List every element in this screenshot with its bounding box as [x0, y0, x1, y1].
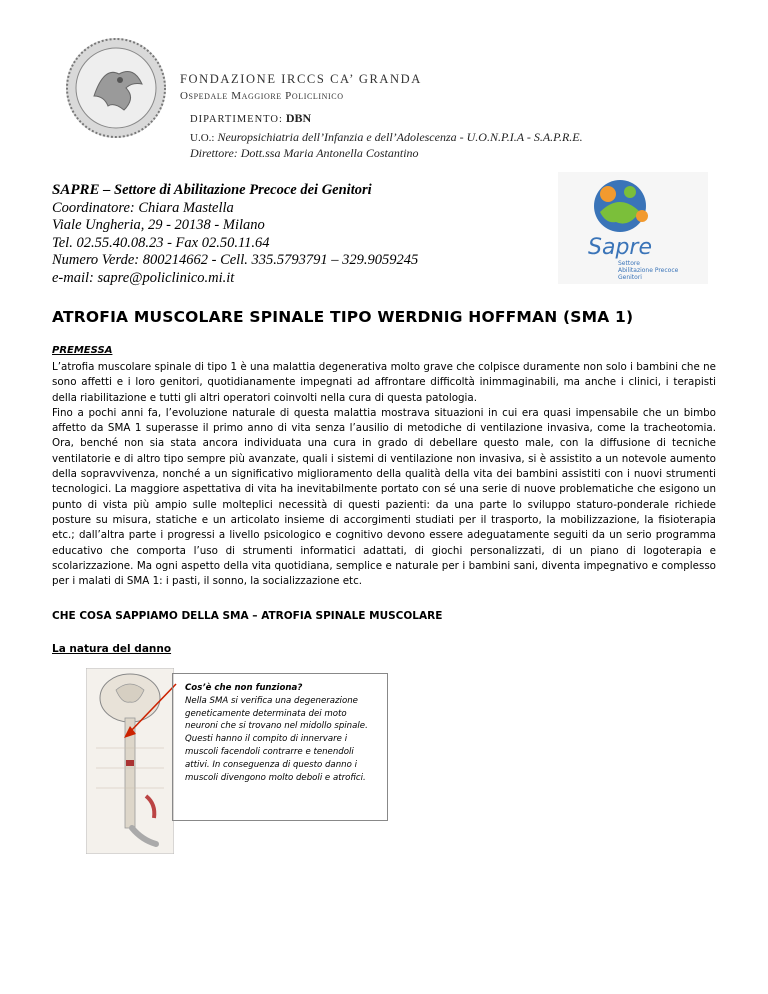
department-line: [190, 111, 311, 126]
document-title: ATROFIA MUSCOLARE SPINALE TIPO WERDNIG HOFFMAN (SMA 1): [52, 308, 634, 326]
director-line: Direttore: Dott.ssa Maria Antonella Costantino: [190, 146, 419, 160]
telephone: Tel. 02.55.40.08.23 - Fax 02.50.11.64: [52, 234, 270, 251]
sapre-name: SAPRE: [52, 182, 100, 198]
subsection-heading: La natura del danno: [52, 643, 172, 655]
uo-line: [190, 130, 583, 145]
logo-subtitle-3: Genitori: [618, 274, 642, 281]
body-text: [52, 360, 716, 589]
uo-value: Neuropsichiatria dell’Infanzia e dell’Adolescenza - U.O.N.P.I.A - S.A.P.R.E.: [217, 130, 583, 144]
box-text: Nella SMA si verifica una degenerazione geneticamente determinata dei moto neuroni che si trovano nel midollo spinale. Questi hanno il compito di innervare i muscoli facendoli contrarre e tenendoli attivi. In conseguenza di questo danno i muscoli divengono molto deboli e atrofici.: [185, 695, 368, 783]
logo-text: Sapre: [588, 235, 652, 260]
department-label: DIPARTIMENTO:: [190, 114, 283, 125]
numero-verde: Numero Verde: 800214662 - Cell. 335.5793791 – 329.9059245: [52, 252, 419, 268]
section-heading: CHE COSA SAPPIAMO DELLA SMA – ATROFIA SPINALE MUSCOLARE: [52, 610, 443, 622]
coordinator: Coordinatore: Chiara Mastella: [52, 199, 234, 216]
hospital-name: Ospedale Maggiore Policlinico: [180, 90, 344, 102]
explanation-box: [172, 673, 388, 821]
paragraph-2: Fino a pochi anni fa, l’evoluzione naturale di questa malattia mostrava situazioni in cui era quasi impensabile che un bimbo affetto da SMA 1 superasse il primo anno di vita senza l’ausilio di metodiche di ventilazione invasiva, come la tracheotomia. Ora, benché non sia stata ancora individuata una cura in grado di debellare questo male, con la diffusione di tecniche ventilatorie e di altro tipo sempre più avanzate, quali i sistemi di ventilazione non invasiva, si è assistito a un notevole aumento della sopravvivenza, nonché a un significativo miglioramento della qualità della vita dei bambini assistiti con i nuovi strumenti tecnologici. La maggiore aspettativa di vita ha inevitabilmente portato con sé una serie di nuove problematiche che esigono un punto di vista più ampio sulle molteplici necessità di questi pazienti: da una parte lo sviluppo staturo-ponderale richiede posture su misura, statiche e un articolato insieme di accorgimenti studiati per il trasporto, la mobilizzazione, la fisioterapia etc.; dall’altra parte i progressi a livello psicologico e cognitivo devono essere adeguatamente seguiti da un serio programma educativo che comporta l’uso di strumenti informatici adattati, di giochi personalizzati, di un piano di logoterapia e scolarizzazione. Ma ogni aspetto della vita quotidiana, semplice e naturale per i bambini sani, diventa impegnativo e complesso per i malati di SMA 1: i pasti, il sonno, la socializzazione etc.: [52, 406, 716, 588]
uo-label: U.O.:: [190, 132, 215, 144]
box-question: Cos’è che non funziona?: [185, 683, 303, 693]
red-arrow: [110, 668, 180, 748]
email[interactable]: e-mail: sapre@policlinico.mi.it: [52, 269, 235, 286]
paragraph-1: L’atrofia muscolare spinale di tipo 1 è una malattia degenerativa molto grave che colpisce duramente non solo i bambini che ne sono affetti e i loro genitori, quotidianamente impegnati ad affrontare difficoltà inimmaginabili, ma anche i clinici, i terapisti della riabilitazione e tutti gli altri operatori coinvolti nella cura di questa patologia.: [52, 361, 716, 404]
foundation-name: FONDAZIONE IRCCS CA’ GRANDA: [180, 72, 422, 86]
premessa-label: PREMESSA: [52, 345, 113, 356]
sapre-contact-block: [52, 182, 418, 287]
logo-subtitle-2: Abilitazione Precoce: [618, 267, 679, 274]
fondazione-seal-logo: [64, 36, 168, 140]
address: Viale Ungheria, 29 - 20138 - Milano: [52, 217, 265, 233]
logo-subtitle-1: Settore: [618, 260, 640, 267]
department-value: DBN: [285, 111, 312, 125]
sapre-title: [52, 182, 418, 200]
sapre-title-rest: – Settore di Abilitazione Precoce dei Genitori: [99, 182, 372, 198]
sapre-logo: [558, 172, 708, 284]
